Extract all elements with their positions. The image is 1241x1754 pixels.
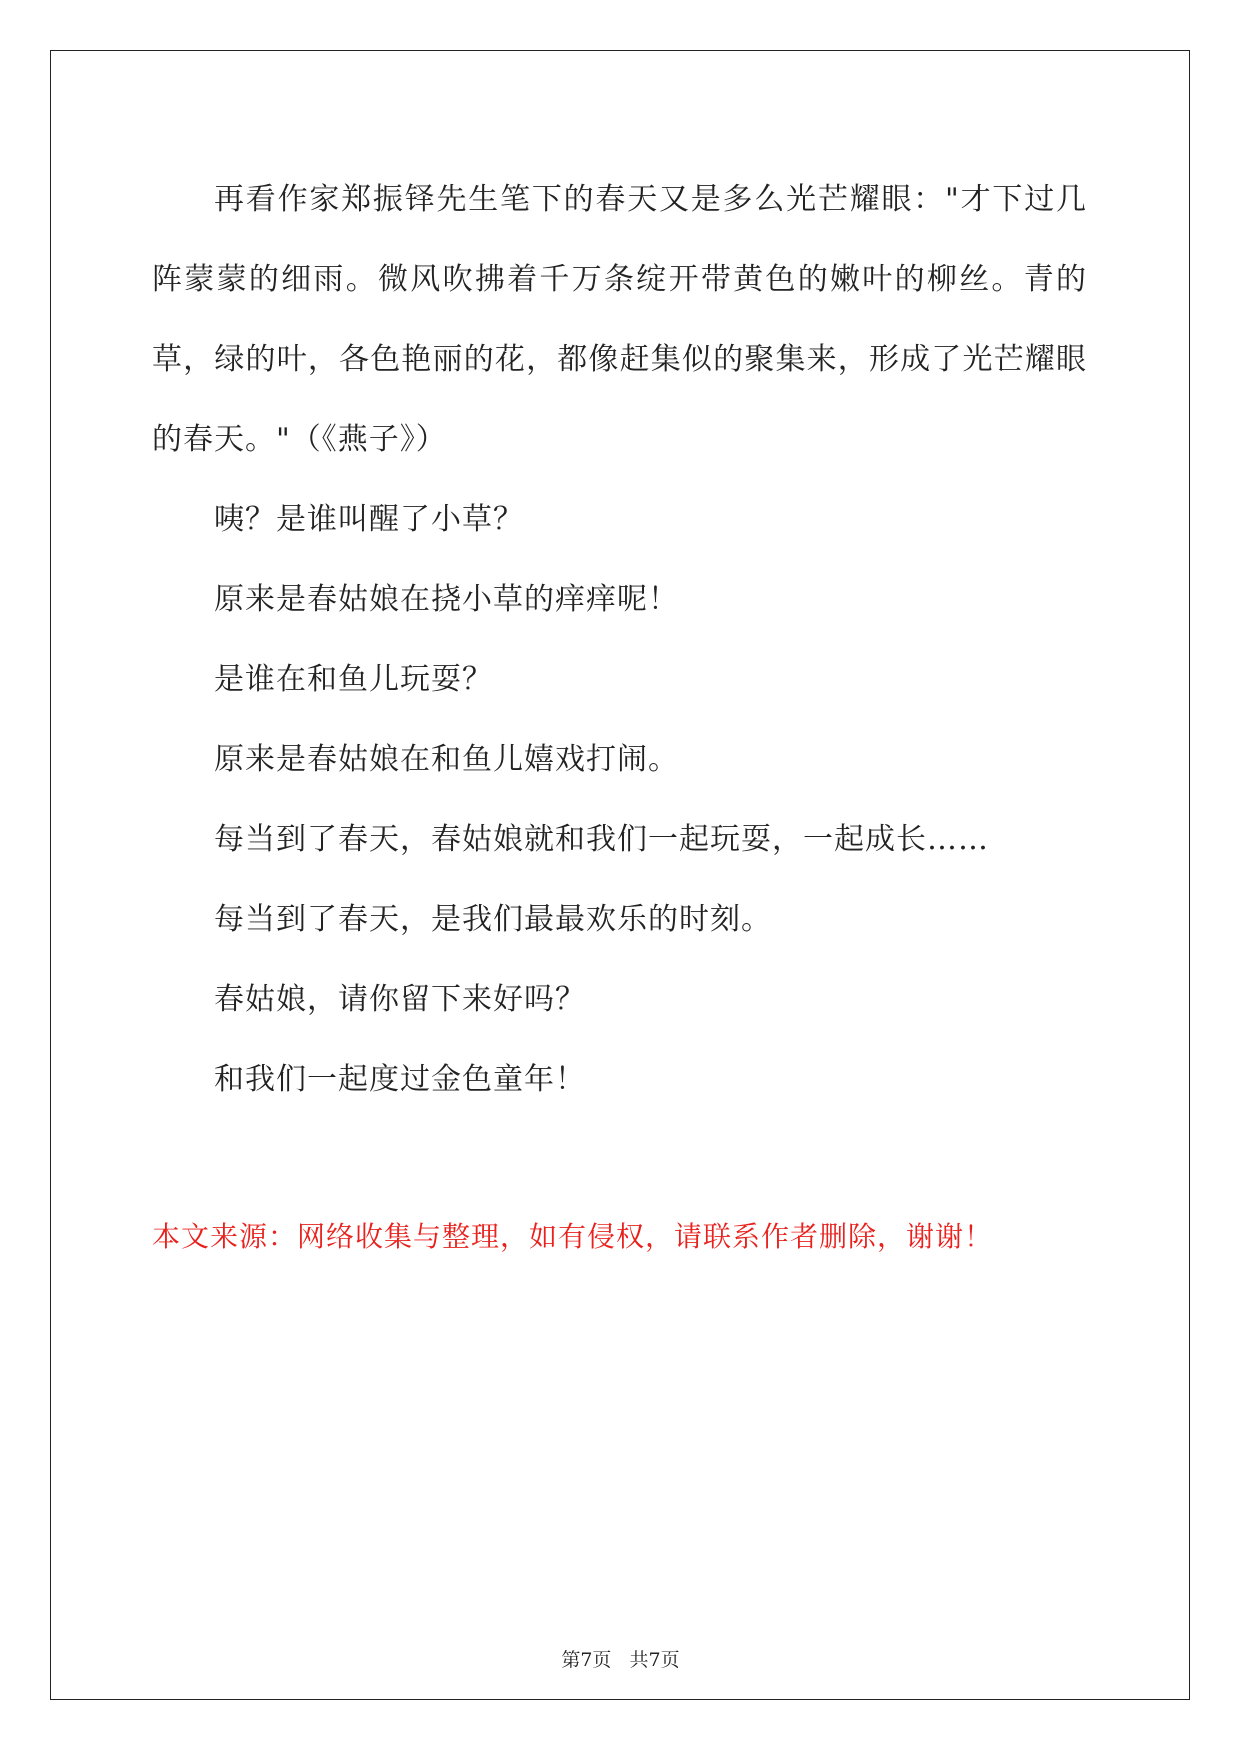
- text-line: 每当到了春天，是我们最最欢乐的时刻。: [214, 902, 772, 937]
- document-body: [152, 160, 1087, 1120]
- text-line: 春姑娘，请你留下来好吗？: [214, 982, 586, 1017]
- page-footer: 第7页 共7页: [561, 1649, 680, 1671]
- source-note: 本文来源：网络收集与整理，如有侵权，请联系作者删除，谢谢！: [152, 1220, 994, 1253]
- text-line: 原来是春姑娘在和鱼儿嬉戏打闹。: [214, 742, 679, 777]
- text-line: 和我们一起度过金色童年！: [214, 1062, 586, 1097]
- text-line: 原来是春姑娘在挠小草的痒痒呢！: [214, 582, 679, 617]
- text-line: 是谁在和鱼儿玩耍？: [214, 662, 493, 697]
- text-line: 每当到了春天，春姑娘就和我们一起玩耍，一起成长……: [214, 822, 989, 857]
- text-line: 咦？是谁叫醒了小草？: [214, 502, 524, 537]
- paragraph-quote: 再看作家郑振铎先生笔下的春天又是多么光芒耀眼："才下过几阵蒙蒙的细雨。微风吹拂着千万条绽开带黄色的嫩叶的柳丝。青的草，绿的叶，各色艳丽的花，都像赶集似的聚集来，形成了光芒耀眼的春天。"（《燕子》）: [152, 182, 1087, 457]
